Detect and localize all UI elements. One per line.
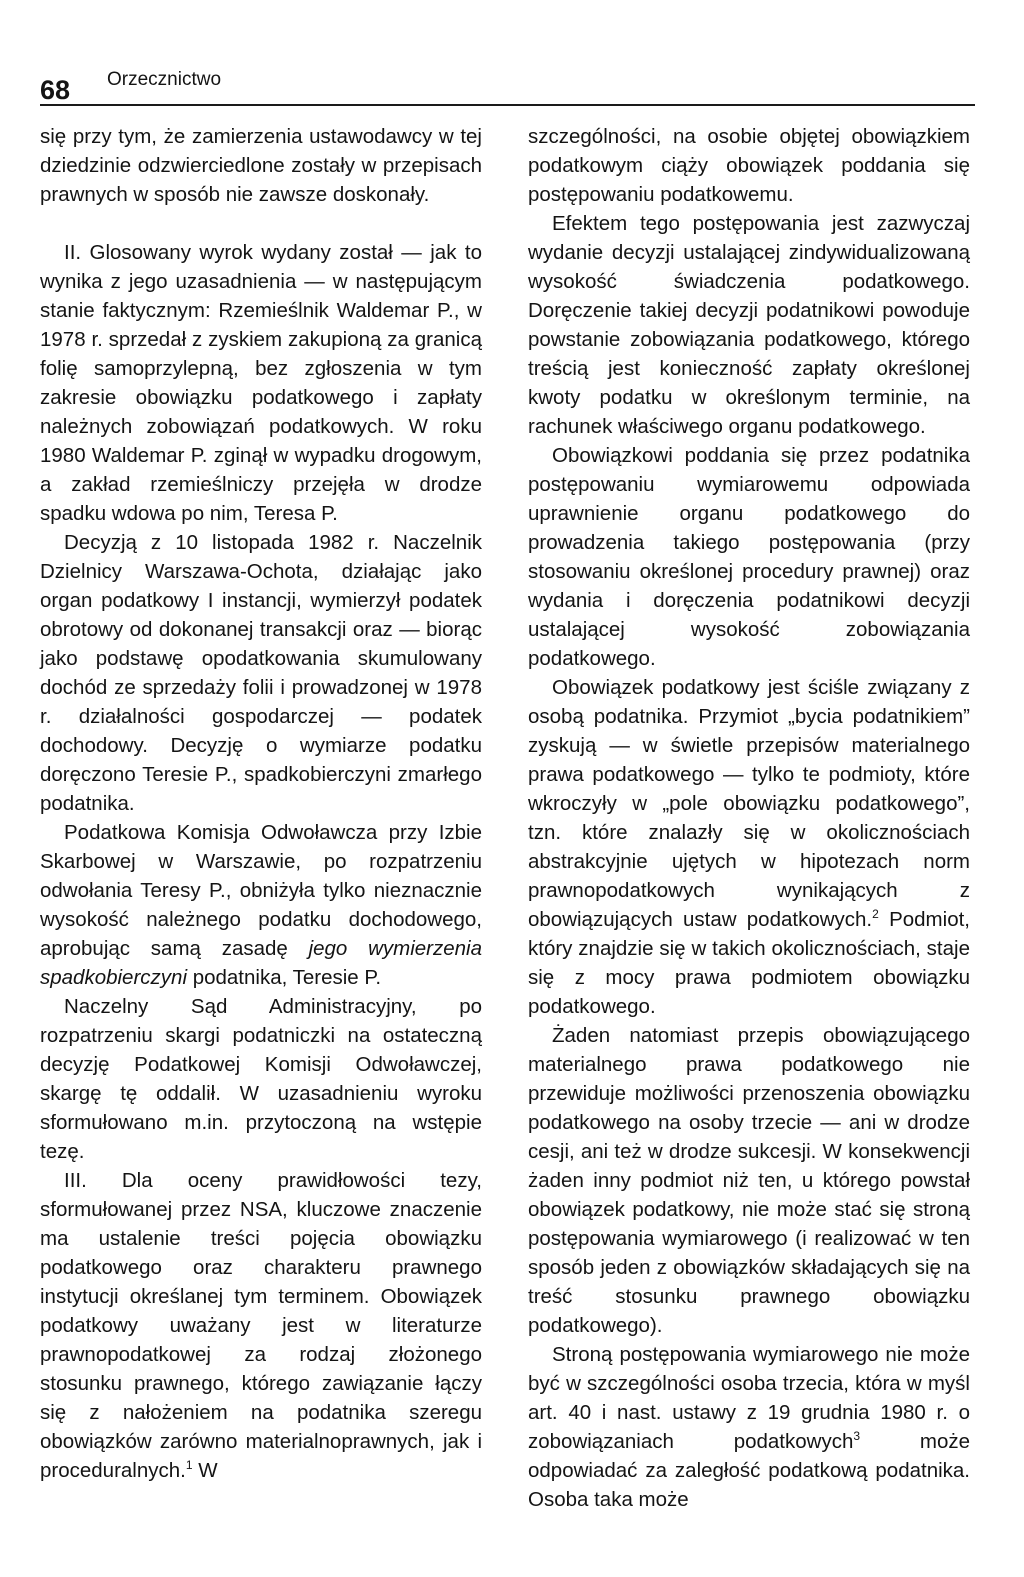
left-column (40, 122, 482, 1485)
paragraph (40, 1166, 482, 1485)
right-column (528, 122, 970, 1514)
paragraph-text: Naczelny Sąd Administracyjny, po rozpatrzeniu skargi podatniczki na ostateczną decyzję Podatkowej Komisji Odwoławczej, skargę tę oddalił. W uzasadnieniu wyroku sformułowano m.in. przytoczoną na wstępie tezę. (40, 995, 482, 1163)
paragraph (40, 992, 482, 1166)
italic-text: jego wymierzenia spadkobierczyni (40, 937, 483, 989)
footnote-marker: 1 (185, 1458, 193, 1472)
paragraph (40, 528, 482, 818)
paragraph-text: Obowiązkowi poddania się przez podatnika postępowaniu wymiarowemu odpowiada uprawnienie organu podatkowego do prowadzenia takiego postępowania (przy stosowaniu określonej procedury prawnej) oraz wydania i doręczenia podatnikowi decyzji ustalającej wysokość zobowiązania podatkowego. (528, 444, 970, 670)
paragraph-text: się przy tym, że zamierzenia ustawodawcy w tej dziedzinie odzwierciedlone zostały w przepisach prawnych w sposób nie zawsze doskonały. (40, 125, 482, 206)
paragraph-text: III. Dla oceny prawidłowości tezy, sformułowanej przez NSA, kluczowe znaczenie ma ustalenie treści pojęcia obowiązku podatkowego oraz charakteru prawnego instytucji określanej tym terminem. Obowiązek podatkowy uważany jest w literaturze prawnopodatkowej za rodzaj złożonego stosunku prawnego, którego zawiązanie łączy się z nałożeniem na podatnika szeregu obowiązków zarówno materialnoprawnych, jak i proceduralnych. (40, 1169, 482, 1482)
paragraph-text: Obowiązek podatkowy jest ściśle związany z osobą podatnika. Przymiot „bycia podatnikiem” zyskują — w świetle przepisów materialnego prawa podatkowego — tylko te podmioty, które wkroczyły w „pole obowiązku podatkowego”, tzn. które znalazły się w okolicznościach abstrakcyjnie ujętych w hipotezach norm prawnopodatkowych wynikających z obowiązujących ustaw podatkowych. (528, 676, 970, 931)
paragraph (528, 122, 970, 209)
paragraph (528, 441, 970, 673)
footnote-marker: 2 (872, 907, 879, 921)
paragraph-text: Decyzją z 10 listopada 1982 r. Naczelnik Dzielnicy Warszawa-Ochota, działając jako organ podatkowy I instancji, wymierzył podatek obrotowy od dokonanej transakcji oraz — biorąc jako podstawę opodatkowania skumulowany dochód ze sprzedaży folii i prowadzonej w 1978 r. działalności gospodarczej — podatek dochodowy. Decyzję o wymiarze podatku doręczono Teresie P., spadkobierczyni zmarłego podatnika. (40, 531, 482, 815)
paragraph-text: Efektem tego postępowania jest zazwyczaj wydanie decyzji ustalającej zindywidualizowaną wysokość świadczenia podatkowego. Doręczenie takiej decyzji podatnikowi powoduje powstanie zobowiązania podatkowego, którego treścią jest konieczność zapłaty określonej kwoty podatku w określonym terminie, na rachunek właściwego organu podatkowego. (528, 212, 970, 438)
paragraph-text: podatnika, Teresie P. (187, 966, 382, 989)
paragraph (40, 122, 482, 209)
paragraph-text: Podmiot, który znajdzie się w takich okolicznościach, staje się z mocy prawa podmiotem obowiązku podatkowego. (528, 908, 970, 1018)
paragraph-text: W (192, 1459, 218, 1482)
paragraph-text: Stroną postępowania wymiarowego nie może być w szczególności osoba trzecia, która w myśl art. 40 i nast. ustawy z 19 grudnia 1980 r. o zobowiązaniach podatkowych (528, 1343, 970, 1453)
paragraph (528, 209, 970, 441)
paragraph-text: może odpowiadać za zaległość podatkową podatnika. Osoba taka może (528, 1430, 970, 1511)
page-number: 68 (40, 75, 71, 105)
paragraph (40, 238, 482, 528)
paragraph-text: Podatkowa Komisja Odwoławcza przy Izbie Skarbowej w Warszawie, po rozpatrzeniu odwołania Teresy P., obniżyła tylko nieznacznie wysokość należnego podatku dochodowego, aprobując samą zasadę (40, 821, 482, 960)
paragraph-text: Żaden natomiast przepis obowiązującego materialnego prawa podatkowego nie przewiduje możliwości przenoszenia obowiązku podatkowego na osoby trzecie — ani w drodze cesji, ani też w drodze sukcesji. W konsekwencji żaden inny podmiot niż ten, u którego powstał obowiązek podatkowy, nie może stać się stroną postępowania wymiarowego (i realizować w ten sposób jeden z obowiązków składających się na treść stosunku prawnego obowiązku podatkowego). (528, 1024, 970, 1337)
running-head: Orzecznictwo (107, 69, 222, 90)
paragraph-text: szczególności, na osobie objętej obowiązkiem podatkowym ciąży obowiązek poddania się postępowaniu podatkowemu. (528, 125, 970, 206)
footnote-marker: 3 (853, 1429, 861, 1443)
paragraph (40, 818, 482, 992)
page-header (40, 69, 975, 106)
paragraph (528, 1340, 970, 1514)
paragraph (528, 673, 970, 1021)
paragraph-text: II. Glosowany wyrok wydany został — jak to wynika z jego uzasadnienia — w następującym stanie faktycznym: Rzemieślnik Waldemar P., w 1978 r. sprzedał z zyskiem zakupioną za granicą folię samoprzylepną, bez zgłoszenia w tym zakresie obowiązku podatkowego i zapłaty należnych zobowiązań podatkowych. W roku 1980 Waldemar P. zginął w wypadku drogowym, a zakład rzemieślniczy przejęła w drodze spadku wdowa po nim, Teresa P. (40, 241, 482, 525)
paragraph (528, 1021, 970, 1340)
